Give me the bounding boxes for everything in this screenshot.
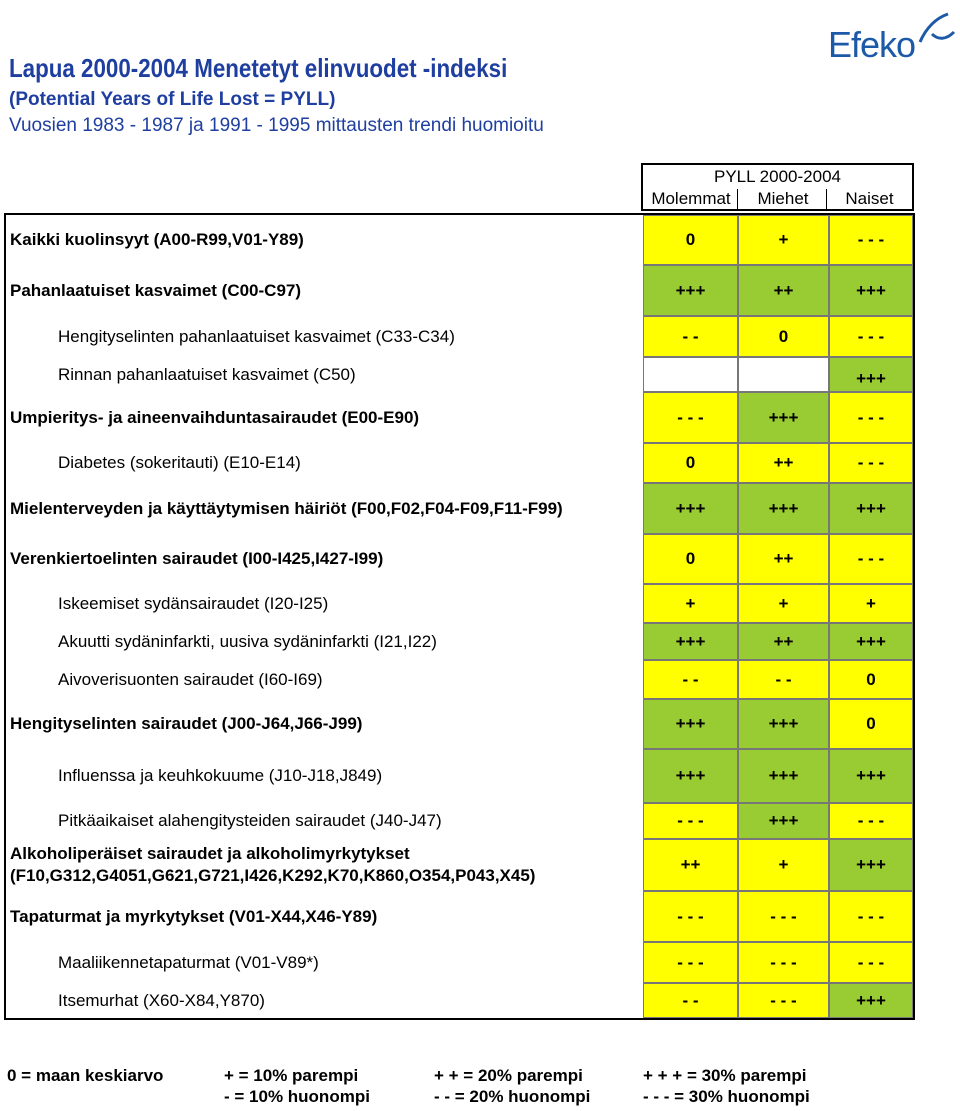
value-cell: 0: [643, 443, 738, 483]
value-cell: - - -: [738, 983, 829, 1018]
row-label: Tapaturmat ja myrkytykset (V01-X44,X46-Y89): [10, 906, 378, 926]
table-row: [6, 392, 913, 443]
value-cell: - -: [738, 660, 829, 699]
row-label: [10, 839, 535, 891]
value-cell: - -: [643, 660, 738, 699]
table-row: [6, 942, 913, 983]
table-row: [6, 803, 913, 839]
value-cell: - - -: [643, 942, 738, 983]
value-cell: - - -: [829, 392, 913, 443]
value-cell: +++: [829, 749, 913, 803]
logo-text: Efeko: [828, 24, 916, 65]
value-cell: - - -: [829, 942, 913, 983]
value-cell: - -: [643, 316, 738, 357]
table-row: [6, 357, 913, 392]
table-row: [6, 443, 913, 483]
value-cell: +++: [829, 623, 913, 660]
row-label: Pitkäaikaiset alahengitysteiden sairaudet (J40-J47): [58, 811, 442, 830]
table-row: [6, 265, 913, 316]
column-header-naiset: Naiset: [845, 189, 894, 208]
table-row: [6, 839, 913, 891]
value-cell: +++: [738, 483, 829, 534]
value-cell: - - -: [829, 891, 913, 942]
value-cell: - - -: [829, 803, 913, 839]
row-label-line1: Alkoholiperäiset sairaudet ja alkoholimyrkytykset: [10, 844, 410, 863]
table-row: [6, 215, 913, 265]
value-cell: +++: [829, 983, 913, 1018]
table-row: [6, 891, 913, 942]
value-cell: +++: [829, 839, 913, 891]
value-cell: - - -: [829, 316, 913, 357]
value-cell: +++: [829, 265, 913, 316]
table-row: [6, 983, 913, 1018]
row-label: Hengityselinten pahanlaatuiset kasvaimet (C33-C34): [58, 326, 455, 346]
value-cell: [643, 357, 738, 392]
row-label: Kaikki kuolinsyyt (A00-R99,V01-Y89): [10, 230, 304, 249]
legend-plus-20: + + = 20% parempi: [434, 1066, 583, 1085]
value-cell: +++: [643, 483, 738, 534]
value-cell: +++: [643, 699, 738, 749]
value-cell: - - -: [829, 443, 913, 483]
row-label: Iskeemiset sydänsairaudet (I20-I25): [58, 593, 329, 613]
value-cell: +++: [829, 483, 913, 534]
value-cell: - - -: [738, 942, 829, 983]
efeko-logo: [828, 10, 956, 66]
table-row: [6, 483, 913, 534]
value-cell: ++: [738, 534, 829, 584]
value-cell: - - -: [643, 891, 738, 942]
page-subtitle: (Potential Years of Life Lost = PYLL): [9, 89, 336, 110]
value-cell: - - -: [643, 392, 738, 443]
value-cell: - - -: [643, 803, 738, 839]
value-cell: - - -: [738, 891, 829, 942]
column-header-miehet: Miehet: [757, 189, 809, 208]
table-row: [6, 584, 913, 623]
table-row: [6, 534, 913, 584]
value-cell: [738, 357, 829, 392]
value-cell: +: [738, 839, 829, 891]
value-cell: 0: [829, 699, 913, 749]
value-cell: +++: [738, 749, 829, 803]
row-label: Akuutti sydäninfarkti, uusiva sydäninfarkti (I21,I22): [58, 631, 437, 651]
page-title: Lapua 2000-2004 Menetetyt elinvuodet -indeksi: [9, 53, 508, 83]
legend-plus-30: + + + = 30% parempi: [643, 1066, 807, 1085]
table-row: [6, 749, 913, 803]
column-header-molemmat: Molemmat: [651, 189, 731, 208]
table-row: [6, 316, 913, 357]
value-cell: ++: [738, 265, 829, 316]
value-cell: +++: [738, 803, 829, 839]
row-label: Hengityselinten sairaudet (J00-J64,J66-J99): [10, 714, 363, 733]
row-label: Mielenterveyden ja käyttäytymisen häiriöt (F00,F02,F04-F09,F11-F99): [10, 498, 563, 518]
row-label: Influenssa ja keuhkokuume (J10-J18,J849): [58, 766, 383, 785]
row-label: Diabetes (sokeritauti) (E10-E14): [58, 453, 301, 472]
table-row: [6, 699, 913, 749]
value-cell: +: [738, 215, 829, 265]
page-subtitle-trend: Vuosien 1983 - 1987 ja 1991 - 1995 mittausten trendi huomioitu: [9, 115, 544, 136]
table-row: [6, 623, 913, 660]
column-header: [641, 163, 914, 211]
logo-swoosh-icon: [828, 10, 956, 66]
legend-minus-10: - = 10% huonompi: [224, 1087, 370, 1106]
value-cell: ++: [643, 839, 738, 891]
value-cell: +++: [643, 265, 738, 316]
value-cell: - - -: [829, 215, 913, 265]
value-cell: +++: [738, 699, 829, 749]
value-cell: +++: [643, 623, 738, 660]
value-cell: 0: [738, 316, 829, 357]
legend-minus-20: - - = 20% huonompi: [434, 1087, 591, 1106]
row-label: Maaliikennetapaturmat (V01-V89*): [58, 952, 319, 972]
value-cell: +++: [829, 357, 913, 392]
value-cell: 0: [643, 215, 738, 265]
pyll-table: [4, 213, 915, 1020]
value-cell: 0: [829, 660, 913, 699]
column-group-header: PYLL 2000-2004: [714, 167, 841, 186]
legend-average: 0 = maan keskiarvo: [7, 1066, 164, 1085]
value-cell: +++: [738, 392, 829, 443]
row-label: Pahanlaatuiset kasvaimet (C00-C97): [10, 280, 302, 300]
row-label: Rinnan pahanlaatuiset kasvaimet (C50): [58, 364, 356, 384]
legend-minus-30: - - - = 30% huonompi: [643, 1087, 810, 1106]
row-label: Aivoverisuonten sairaudet (I60-I69): [58, 669, 323, 689]
row-label-line2: (F10,G312,G4051,G621,G721,I426,K292,K70,K860,O354,P043,X45): [10, 866, 536, 885]
row-label: Umpieritys- ja aineenvaihduntasairaudet (E00-E90): [10, 407, 420, 427]
value-cell: ++: [738, 623, 829, 660]
row-label: Verenkiertoelinten sairaudet (I00-I425,I427-I99): [10, 549, 384, 568]
value-cell: - - -: [829, 534, 913, 584]
value-cell: ++: [738, 443, 829, 483]
value-cell: +: [738, 584, 829, 623]
value-cell: +: [829, 584, 913, 623]
value-cell: 0: [643, 534, 738, 584]
value-cell: - -: [643, 983, 738, 1018]
row-label: Itsemurhat (X60-X84,Y870): [58, 990, 265, 1010]
table-row: [6, 660, 913, 699]
value-cell: +: [643, 584, 738, 623]
value-cell: +++: [643, 749, 738, 803]
legend-plus-10: + = 10% parempi: [224, 1066, 359, 1085]
